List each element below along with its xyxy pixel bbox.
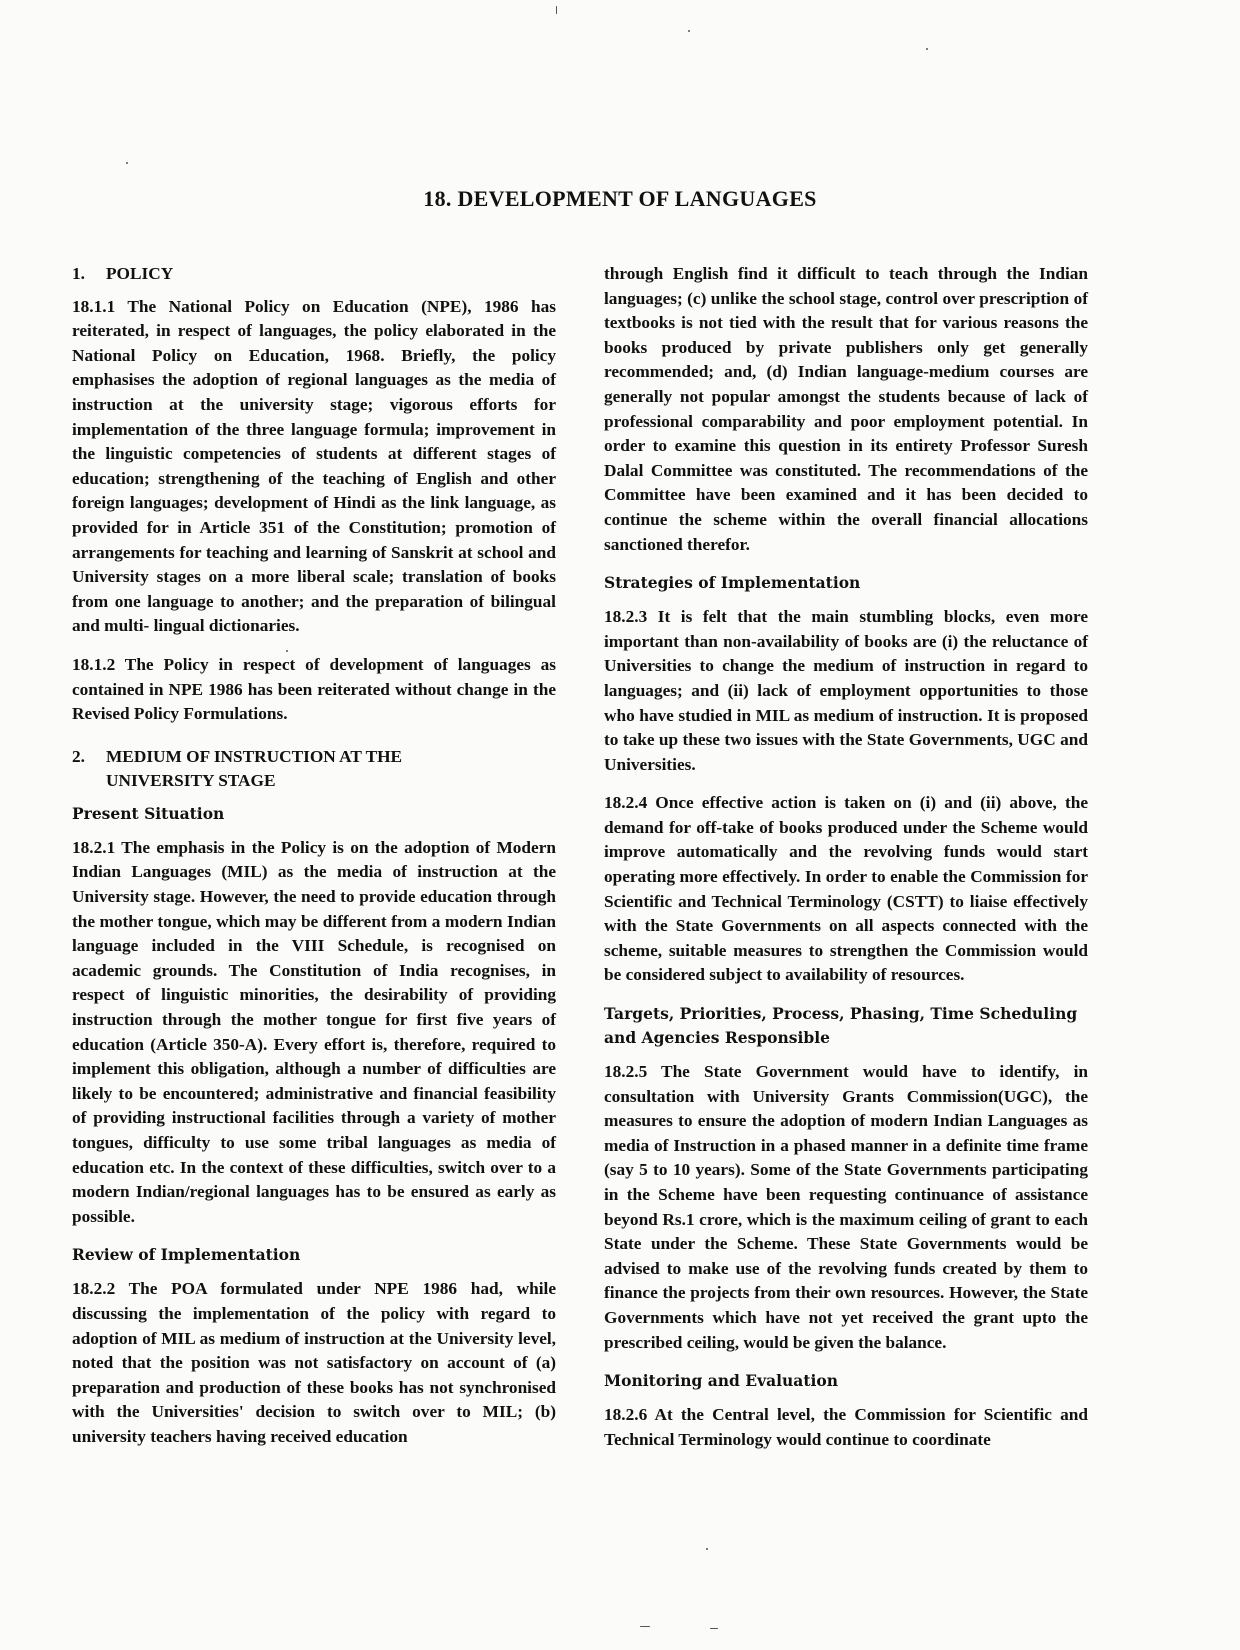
paragraph-continuation: through English find it difficult to teach through the Indian languages; (c) unlike the school stage, control over prescription of textbooks is not tied with the result that for various reasons the books produced by private publishers only get generally recommended; and, (d) Indian language-medium courses are generally not popular amongst the students because of lack of professional comparability and poor employment potential. In order to examine this question in its entirety Professor Suresh Dalal Committee was constituted. The recommendations of the Committee have been examined and it has been decided to continue the scheme within the overall financial allocations sanctioned therefor. (604, 264, 1088, 554)
subheading-monitoring: Monitoring and Evaluation (604, 1371, 838, 1391)
subheading-strategies: Strategies of Implementation (604, 573, 861, 593)
scan-speck (710, 1628, 718, 1629)
right-column (604, 262, 1088, 1466)
paragraph-18-2-5: 18.2.5 The State Government would have to identify, in consultation with University Grants Commission(UGC), the measures to ensure the adoption of modern Indian Languages as media of Instruction in a phased manner in a definite time frame (say 5 to 10 years). Some of the State Governments participating in the Scheme have been requesting continuance of assistance beyond Rs.1 crore, which is the maximum ceiling of grant to each State under the Scheme. These State Governments would be advised to make use of the revolving funds created by them to finance the projects from their own resources. However, the State Governments which have not yet received the grant upto the prescribed ceiling, would be given the balance. (604, 1062, 1088, 1352)
scan-speck (926, 48, 928, 50)
section-heading-policy (72, 262, 556, 287)
section-title: MEDIUM OF INSTRUCTION AT THE UNIVERSITY STAGE (106, 746, 403, 791)
paragraph-18-2-1: 18.2.1 The emphasis in the Policy is on the adoption of Modern Indian Languages (MIL) as the media of instruction at the University stage. However, the need to provide education through the mother tongue, which may be different from a modern Indian language included in the VIII Schedule, is recognised on academic grounds. The Constitution of India recognises, in respect of linguistic minorities, the desirability of providing instruction through the mother tongue for first five years of education (Article 350-A). Every effort is, therefore, required to implement this obligation, although a number of difficulties are likely to be encountered; administrative and financial feasibility of providing instructional facilities through a variety of mother tongues, difficulty to use some tribal languages as media of education etc. In the context of these difficulties, switch over to a modern Indian/regional languages has to be ensured as early as possible. (72, 837, 556, 1226)
paragraph-18-2-4: 18.2.4 Once effective action is taken on (i) and (ii) above, the demand for off-take of books produced under the Scheme would improve automatically and the revolving funds would start operating more effectively. In order to enable the Commission for Scientific and Technical Terminology (CSTT) to liaise effectively with the State Governments on all aspects connected with the scheme, suitable measures to strengthen the Commission would be considered subject to availability of resources. (604, 793, 1088, 985)
scan-speck (640, 1626, 650, 1627)
section-number: 2. (72, 746, 85, 766)
scan-speck (556, 6, 557, 14)
scan-speck (688, 30, 690, 32)
subheading-present-situation: Present Situation (72, 803, 225, 823)
paragraph-18-1-1: 18.1.1 The National Policy on Education (NPE), 1986 has reiterated, in respect of languages, the policy elaborated in the National Policy on Education, 1968. Briefly, the policy emphasises the adoption of regional languages as the media of instruction at the university stage; vigorous efforts for implementation of the three language formula; improvement in the linguistic competencies of students at different stages of education; strengthening of the teaching of English and other foreign languages; development of Hindi as the link language, as provided for in Article 351 of the Constitution; promotion of arrangements for teaching and learning of Sanskrit at school and University stages on a more liberal scale; translation of books from one language to another; and the preparation of bilingual and multi- lingual dictionaries. (72, 296, 556, 636)
left-column (72, 262, 556, 1464)
scan-speck (126, 162, 128, 164)
paragraph-18-2-6: 18.2.6 At the Central level, the Commission for Scientific and Technical Terminology would continue to coordinate (604, 1405, 1088, 1449)
subheading-targets: Targets, Priorities, Process, Phasing, Time Scheduling and Agencies Responsible (604, 1004, 1078, 1048)
paragraph-18-2-2: 18.2.2 The POA formulated under NPE 1986 had, while discussing the implementation of the policy with regard to adoption of MIL as medium of instruction at the University level, noted that the position was not satisfactory on account of (a) preparation and production of these books has not synchronised with the Universities' decision to switch over to MIL; (b) university teachers having received education (72, 1279, 556, 1446)
paragraph-18-2-3: 18.2.3 It is felt that the main stumbling blocks, even more important than non-availability of books are (i) the reluctance of Universities to change the medium of instruction in regard to languages; and (ii) lack of employment opportunities to those who have studied in MIL as medium of instruction. It is proposed to take up these two issues with the State Governments, UGC and Universities. (604, 607, 1088, 774)
scan-speck (286, 650, 288, 652)
page-title: 18. DEVELOPMENT OF LANGUAGES (423, 186, 817, 211)
section-heading-medium (72, 745, 556, 794)
section-title: POLICY (106, 264, 174, 283)
scan-speck (706, 1548, 708, 1550)
subheading-review: Review of Implementation (72, 1245, 301, 1265)
paragraph-18-1-2: 18.1.2 The Policy in respect of development of languages as contained in NPE 1986 has been reiterated without change in the Revised Policy Formulations. (72, 654, 556, 724)
section-number: 1. (72, 264, 85, 283)
